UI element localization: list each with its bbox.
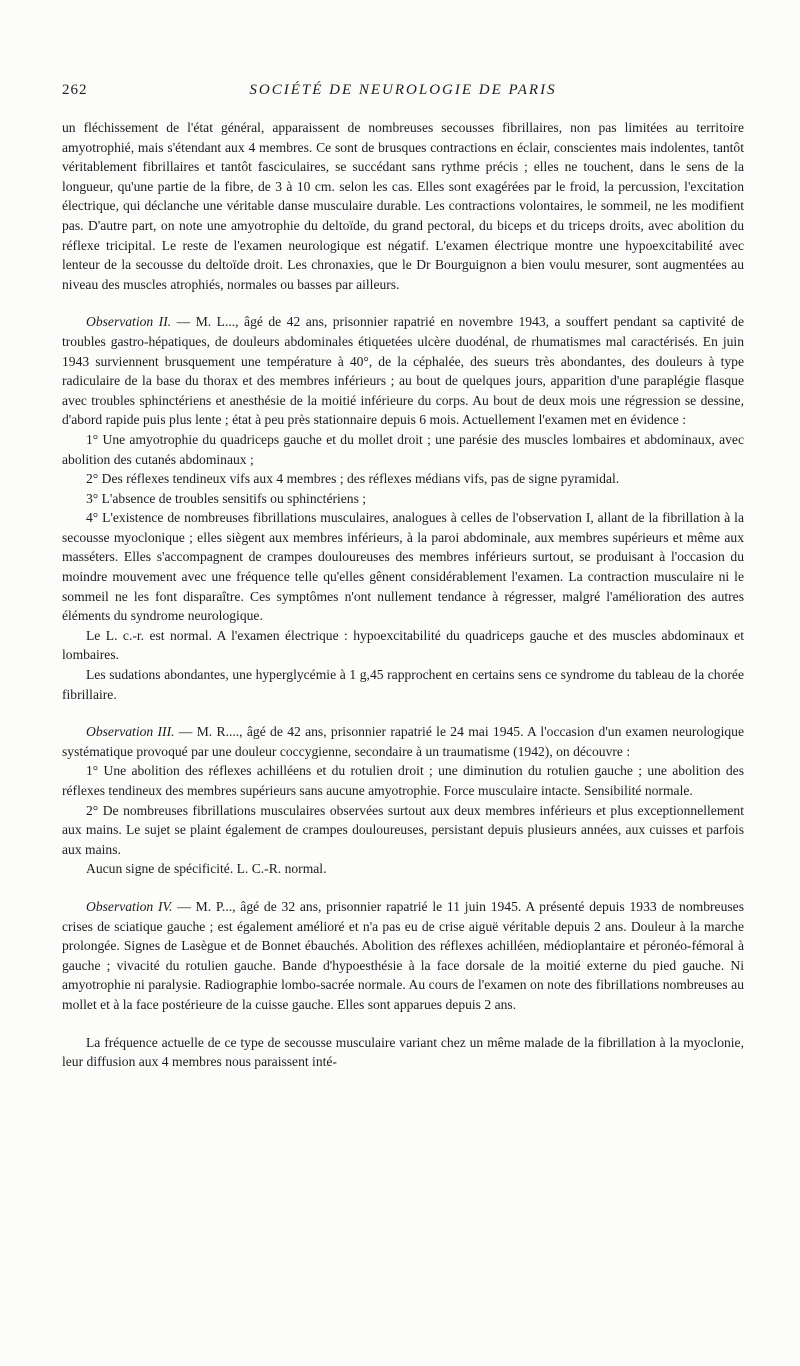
observation-3-end: Aucun signe de spécificité. L. C.-R. normal. xyxy=(86,861,327,877)
observation-2-lcr: Le L. c.-r. est normal. A l'examen électrique : hypoexcitabilité du quadriceps gauche et des muscles abdominaux et lombaires. xyxy=(62,627,744,663)
observation-2-item-2: 2° Des réflexes tendineux vifs aux 4 membres ; des réflexes médians vifs, pas de signe pyramidal. xyxy=(86,471,620,487)
observation-2-heading xyxy=(62,312,744,430)
observation-4-intro: — M. P..., âgé de 32 ans, prisonnier rapatrié le 11 juin 1945. A présenté depuis 1933 de nombreuses crises de sciatique gauche ; est également amélioré et n'a pas eu de crise aiguë véritable depuis 2 ans. Douleur à la marche prolongée. Signes de Lasègue et de Bonnet ébauchés. Abolition des réflexes achilléen, médioplantaire et péronéo-fémoral à gauche ; vivacité du rotulien gauche. Bande d'hypoesthésie à la face dorsale de la moitié externe du pied gauche. Ni amyotrophie ni paralysie. Radiographie lombo-sacrée normale. Au cours de l'examen on note des fibrillations nombreuses au mollet et à la face postérieure de la cuisse gauche. Elles sont apparues depuis 2 ans. xyxy=(62,898,744,1012)
paragraph-observation-1-end: un fléchissement de l'état général, apparaissent de nombreuses secousses fibrillaires, non pas limitées au territoire amyotrophié, mais s'étendant aux 4 membres. Ce sont de brusques contractions en éclair, conscientes mais indolentes, tantôt véritablement fibrillaires et tantôt fasciculaires, se succédant sans rythme précis ; elles ne touchent, dans le sens de la longueur, qu'une partie de la fibre, de 3 à 10 cm. selon les cas. Elles sont exagérées par le froid, la percussion, l'excitation électrique, qui déclanche une véritable danse musculaire durable. Les contractions volontaires, le sommeil, ne les modifient pas. D'autre part, on note une amyotrophie du deltoïde, du grand pectoral, du biceps et du triceps droits, avec abolition du réflexe tricipital. Le reste de l'examen neurologique est négatif. L'examen électrique montre une hypoexcitabilité avec lenteur de la secousse du deltoïde droit. Les chronaxies, que le Dr Bourguignon a bien voulu mesurer, sont augmentées au niveau des muscles atrophiés, normales ou basses par ailleurs. xyxy=(62,120,744,292)
observation-3-label: Observation III. xyxy=(86,724,175,740)
observation-3-heading xyxy=(62,722,744,761)
observation-4-label: Observation IV. xyxy=(86,898,173,914)
page-number: 262 xyxy=(62,82,88,98)
observation-2-sudations: Les sudations abondantes, une hyperglycémie à 1 g,45 rapprochent en certains sens ce syndrome du tableau de la chorée fibrillaire. xyxy=(62,667,744,702)
section-gap xyxy=(62,294,744,312)
running-head xyxy=(62,82,744,104)
section-gap xyxy=(62,879,744,897)
observation-3-item-2: 2° De nombreuses fibrillations musculaires observées surtout aux deux membres inférieurs et plus exceptionnellement aux mains. Le sujet se plaint également de crampes douloureuses, persistant depuis plusieurs années, aux cuisses et parfois aux mains. xyxy=(62,802,744,857)
observation-2-item-3: 3° L'absence de troubles sensitifs ou sphinctériens ; xyxy=(86,490,367,506)
section-gap xyxy=(62,704,744,722)
closing-paragraph: La fréquence actuelle de ce type de secousse musculaire variant chez un même malade de la fibrillation à la myoclonie, leur diffusion aux 4 membres nous paraissent inté- xyxy=(62,1034,744,1070)
observation-2-item-4: 4° L'existence de nombreuses fibrillations musculaires, analogues à celles de l'observation I, allant de la fibrillation à la secousse myoclonique ; elles siègent aux membres inférieurs, à la paroi abdominale, aux membres supérieurs et même aux masséters. Elles s'accompagnent de crampes douloureuses des membres inférieurs surtout, se produisant à l'occasion du moindre mouvement avec une fréquence telle qu'elles gênent considérablement l'examen. La contraction musculaire ni le sommeil ne les font disparaître. Ces symptômes n'ont nullement tendance à régresser, malgré l'amélioration des autres éléments du syndrome neurologique. xyxy=(62,510,744,624)
observation-2-item-1: 1° Une amyotrophie du quadriceps gauche et du mollet droit ; une parésie des muscles lombaires et abdominaux, avec abolition des cutanés abdominaux ; xyxy=(62,431,744,467)
section-gap xyxy=(62,1015,744,1033)
observation-3-item-1: 1° Une abolition des réflexes achilléens et du rotulien droit ; une diminution du rotulien gauche ; une abolition des réflexes tendineux des membres supérieurs sans aucune amyotrophie. Force musculaire intacte. Sensibilité normale. xyxy=(62,763,744,798)
observation-3-intro: — M. R...., âgé de 42 ans, prisonnier rapatrié le 24 mai 1945. A l'occasion d'un examen neurologique systématique provoqué par une douleur coccygienne, secondaire à un traumatisme (1942), on découvre : xyxy=(62,724,744,759)
observation-4-heading xyxy=(62,897,744,1015)
observation-2-intro: — M. L..., âgé de 42 ans, prisonnier rapatrié en novembre 1943, a souffert pendant sa captivité de troubles gastro-hépatiques, de douleurs abdominales étiquetées ulcère duodénal, de rhumatismes mal caractérisés. En juin 1943 surviennent brusquement une température à 40°, de la céphalée, des sueurs très abondantes, des douleurs à type radiculaire de la base du thorax et des membres inférieurs ; au bout de quelques jours, apparition d'une paraplégie flasque avec troubles sphinctériens et anesthésie de la moitié inférieure du corps. Au bout de deux mois une régression se dessine, d'abord rapide puis plus lente ; état à peu près stationnaire depuis 6 mois. Actuellement l'examen met en évidence : xyxy=(62,314,744,428)
observation-2-label: Observation II. xyxy=(86,314,172,330)
journal-title: SOCIÉTÉ DE NEUROLOGIE DE PARIS xyxy=(249,82,557,98)
